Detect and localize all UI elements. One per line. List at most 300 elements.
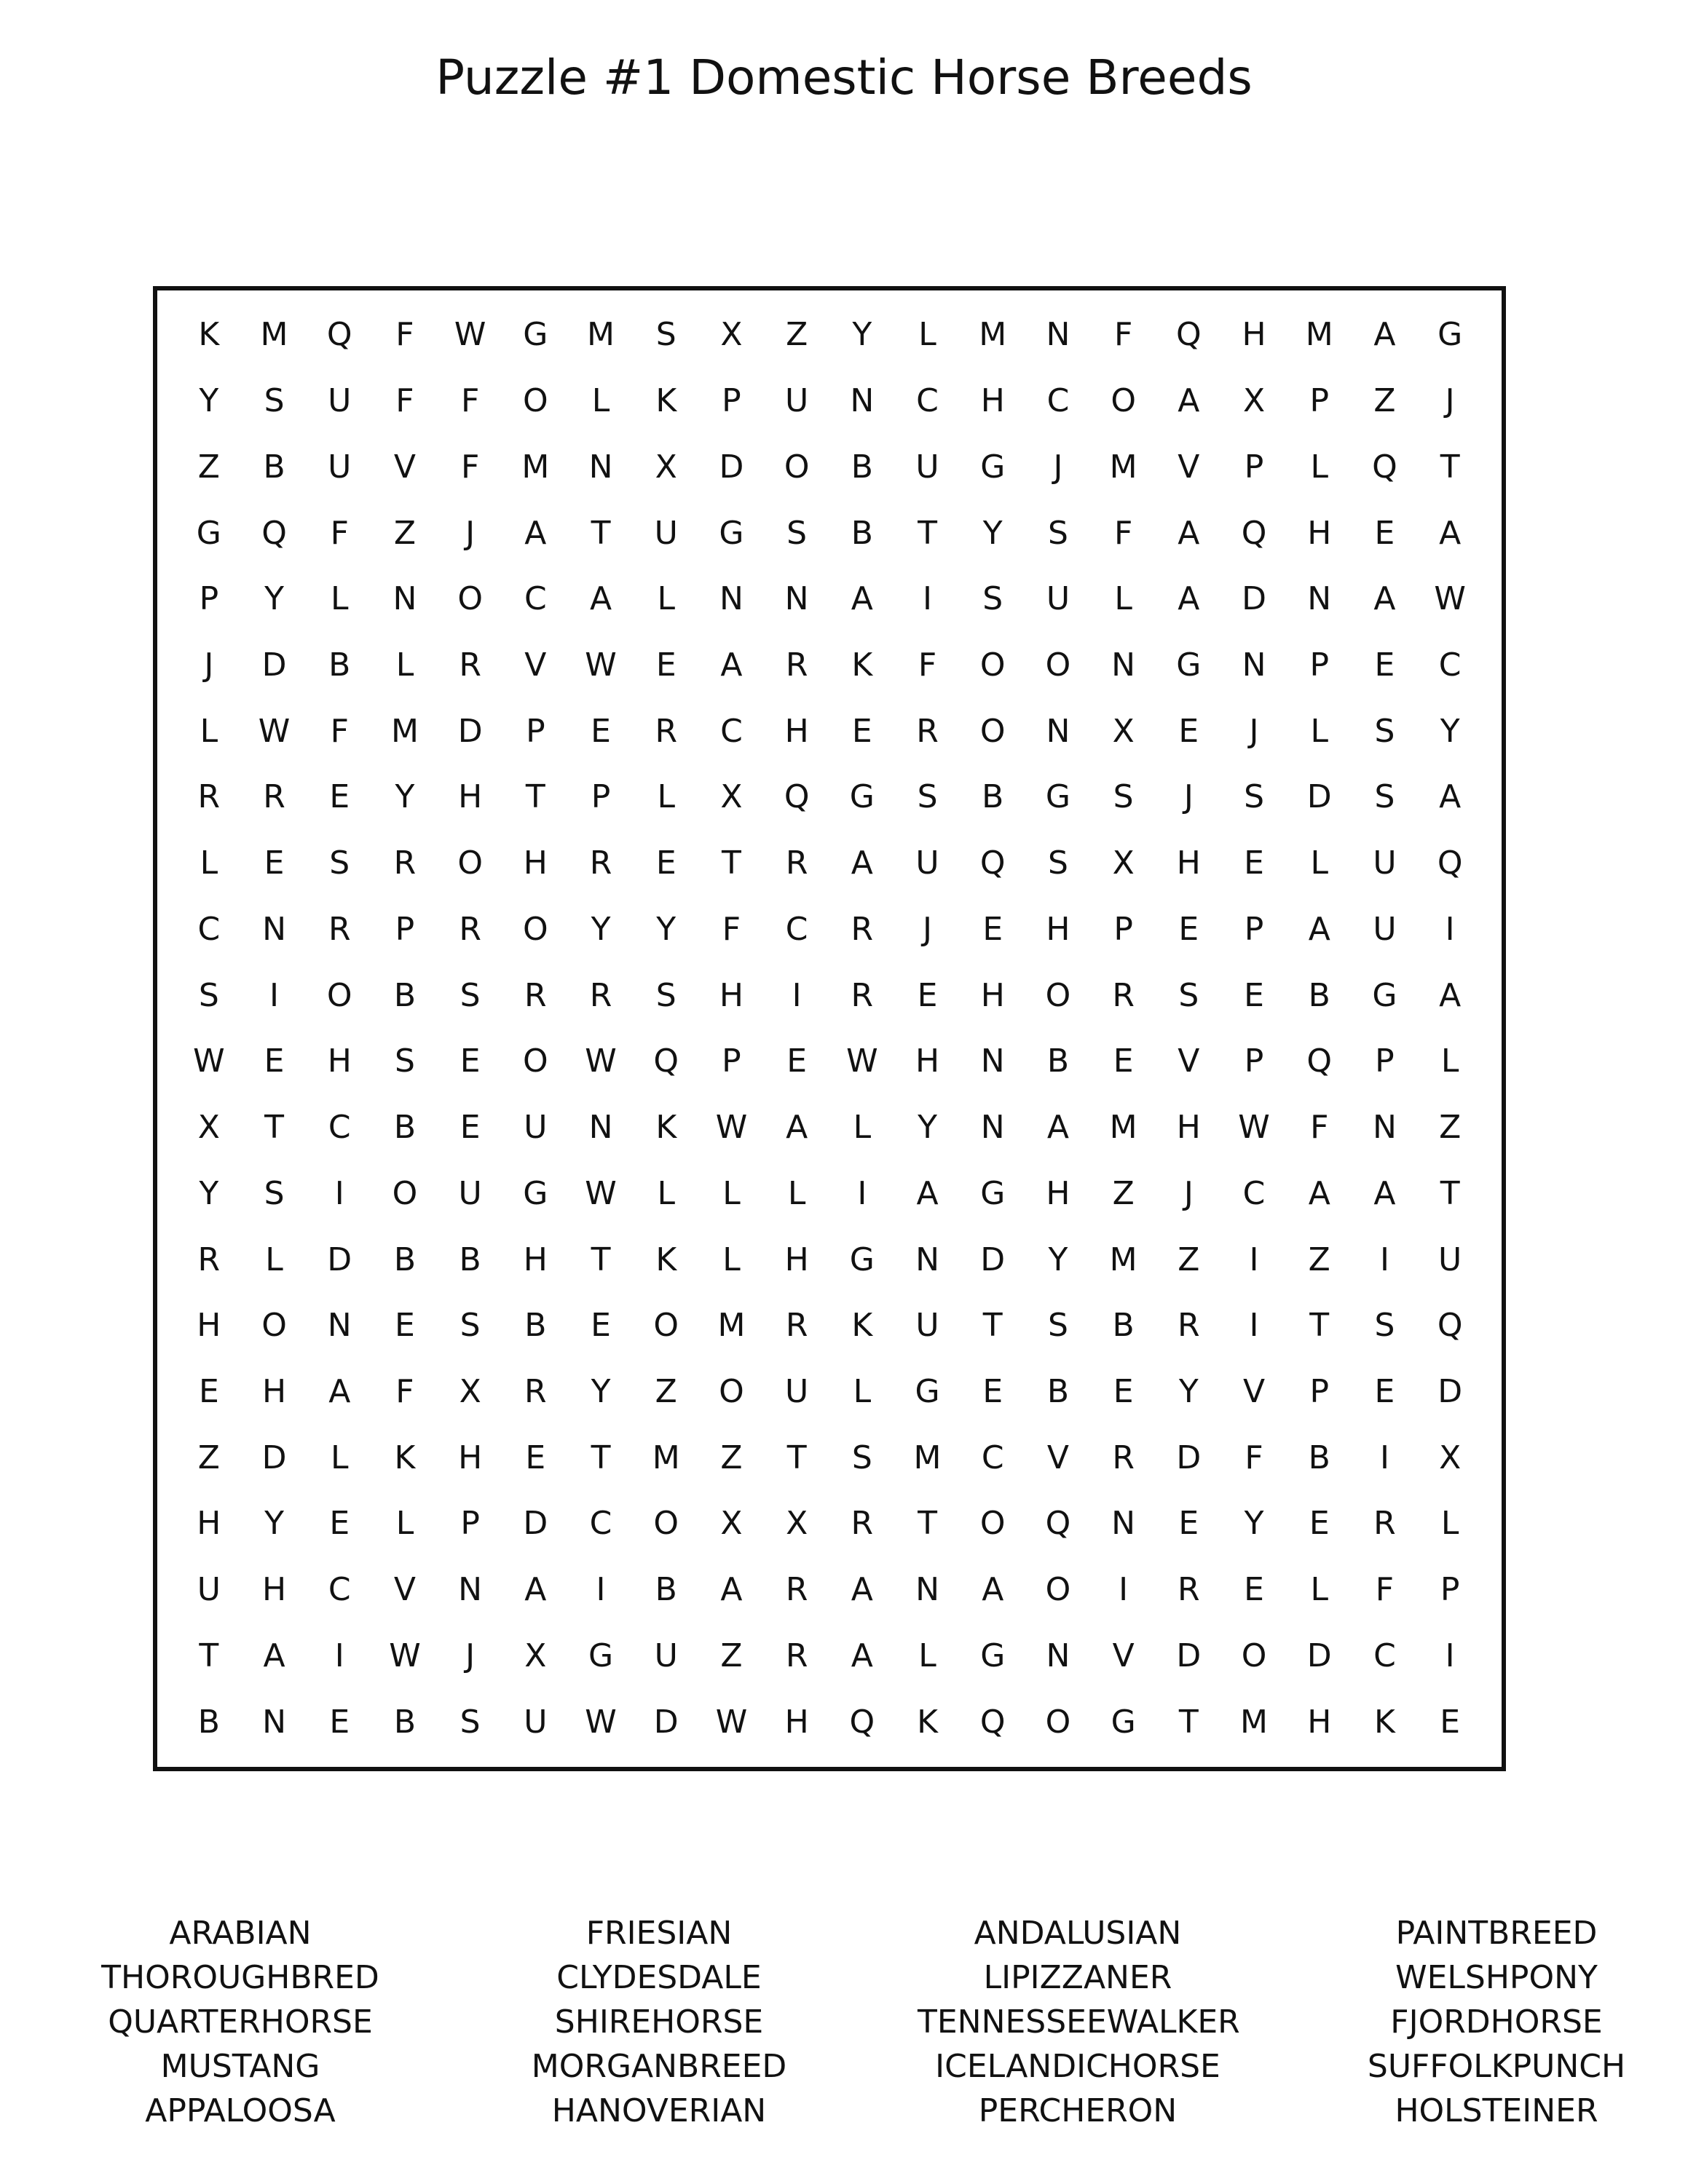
grid-cell[interactable]: L xyxy=(330,1439,349,1476)
grid-cell[interactable]: W xyxy=(585,1703,617,1741)
grid-cell[interactable]: E xyxy=(525,1439,546,1476)
grid-cell[interactable]: D xyxy=(1242,580,1266,618)
grid-cell[interactable]: W xyxy=(715,1703,748,1741)
grid-cell[interactable]: E xyxy=(655,646,677,684)
grid-cell[interactable]: L xyxy=(853,1372,872,1410)
grid-cell[interactable]: E xyxy=(1374,646,1395,684)
grid-cell[interactable]: K xyxy=(655,1241,677,1278)
grid-cell[interactable]: N xyxy=(262,910,286,948)
grid-cell[interactable]: G xyxy=(196,514,221,552)
grid-cell[interactable]: O xyxy=(523,910,548,948)
grid-cell[interactable]: P xyxy=(1440,1571,1460,1609)
grid-cell[interactable]: R xyxy=(1373,1505,1396,1543)
grid-cell[interactable]: T xyxy=(591,1241,611,1278)
grid-cell[interactable]: X xyxy=(1439,1439,1462,1476)
grid-cell[interactable]: I xyxy=(923,580,933,618)
grid-cell[interactable]: O xyxy=(457,844,483,882)
grid-cell[interactable]: F xyxy=(1245,1439,1263,1476)
grid-cell[interactable]: R xyxy=(785,844,808,882)
grid-cell[interactable]: O xyxy=(457,580,483,618)
grid-cell[interactable]: N xyxy=(719,580,744,618)
grid-cell[interactable]: I xyxy=(1445,910,1455,948)
grid-cell[interactable]: L xyxy=(657,1174,675,1212)
grid-cell[interactable]: J xyxy=(1183,1174,1194,1212)
grid-cell[interactable]: E xyxy=(264,1042,285,1080)
grid-cell[interactable]: Y xyxy=(982,514,1003,552)
grid-cell[interactable]: O xyxy=(719,1372,744,1410)
grid-cell[interactable]: R xyxy=(197,778,221,816)
grid-cell[interactable]: H xyxy=(1242,316,1266,354)
grid-cell[interactable]: V xyxy=(1112,1637,1135,1674)
grid-cell[interactable]: B xyxy=(655,1571,677,1609)
grid-cell[interactable]: K xyxy=(851,646,873,684)
grid-cell[interactable]: M xyxy=(1240,1703,1269,1741)
grid-cell[interactable]: H xyxy=(1046,1174,1070,1212)
grid-cell[interactable]: T xyxy=(1440,448,1460,486)
grid-cell[interactable]: Q xyxy=(326,316,352,354)
grid-cell[interactable]: S xyxy=(460,976,481,1014)
grid-cell[interactable]: J xyxy=(1249,712,1259,750)
grid-cell[interactable]: M xyxy=(1109,1109,1137,1147)
grid-cell[interactable]: P xyxy=(1309,382,1330,420)
grid-cell[interactable]: H xyxy=(784,1703,809,1741)
grid-cell[interactable]: G xyxy=(980,1174,1006,1212)
grid-cell[interactable]: M xyxy=(717,1307,746,1345)
grid-cell[interactable]: N xyxy=(1046,712,1070,750)
grid-cell[interactable]: V xyxy=(1178,448,1200,486)
grid-cell[interactable]: S xyxy=(1047,1307,1068,1345)
grid-cell[interactable]: A xyxy=(851,844,873,882)
grid-cell[interactable]: A xyxy=(1178,514,1200,552)
grid-cell[interactable]: Q xyxy=(979,1703,1006,1741)
grid-cell[interactable]: S xyxy=(329,844,350,882)
grid-cell[interactable]: G xyxy=(719,514,744,552)
grid-cell[interactable]: M xyxy=(390,712,419,750)
grid-cell[interactable]: Y xyxy=(199,1174,219,1212)
grid-cell[interactable]: G xyxy=(1045,778,1070,816)
grid-cell[interactable]: L xyxy=(657,580,675,618)
grid-cell[interactable]: E xyxy=(1244,976,1264,1014)
grid-cell[interactable]: P xyxy=(526,712,545,750)
grid-cell[interactable]: N xyxy=(1307,580,1332,618)
grid-cell[interactable]: L xyxy=(918,1637,936,1674)
grid-cell[interactable]: P xyxy=(1375,1042,1395,1080)
grid-cell[interactable]: A xyxy=(851,580,873,618)
grid-cell[interactable]: Z xyxy=(1373,382,1396,420)
grid-cell[interactable]: N xyxy=(980,1109,1005,1147)
grid-cell[interactable]: O xyxy=(326,976,352,1014)
grid-cell[interactable]: B xyxy=(982,778,1004,816)
grid-cell[interactable]: C xyxy=(1373,1637,1396,1674)
grid-cell[interactable]: Z xyxy=(393,514,417,552)
grid-cell[interactable]: L xyxy=(787,1174,806,1212)
grid-cell[interactable]: N xyxy=(262,1703,286,1741)
grid-cell[interactable]: B xyxy=(1046,1372,1070,1410)
grid-cell[interactable]: V xyxy=(1242,1372,1266,1410)
grid-cell[interactable]: S xyxy=(851,1439,872,1476)
grid-cell[interactable]: C xyxy=(589,1505,612,1543)
grid-cell[interactable]: A xyxy=(1308,910,1330,948)
grid-cell[interactable]: N xyxy=(458,1571,483,1609)
grid-cell[interactable]: E xyxy=(655,844,677,882)
grid-cell[interactable]: N xyxy=(1046,316,1070,354)
grid-cell[interactable]: P xyxy=(1309,646,1330,684)
grid-cell[interactable]: N xyxy=(1242,646,1266,684)
grid-cell[interactable]: R xyxy=(851,910,874,948)
grid-cell[interactable]: K xyxy=(1374,1703,1395,1741)
grid-cell[interactable]: O xyxy=(1045,1703,1071,1741)
grid-cell[interactable]: A xyxy=(916,1174,939,1212)
grid-cell[interactable]: Z xyxy=(197,1439,220,1476)
grid-cell[interactable]: Q xyxy=(1045,1505,1071,1543)
grid-cell[interactable]: K xyxy=(917,1703,938,1741)
grid-cell[interactable]: H xyxy=(1176,1109,1201,1147)
grid-cell[interactable]: U xyxy=(915,448,939,486)
grid-cell[interactable]: F xyxy=(330,514,349,552)
grid-cell[interactable]: A xyxy=(328,1372,351,1410)
grid-cell[interactable]: G xyxy=(849,1241,875,1278)
grid-cell[interactable]: O xyxy=(979,1505,1006,1543)
grid-cell[interactable]: T xyxy=(199,1637,219,1674)
grid-cell[interactable]: E xyxy=(395,1307,415,1345)
grid-cell[interactable]: G xyxy=(849,778,875,816)
grid-cell[interactable]: H xyxy=(261,1372,287,1410)
grid-cell[interactable]: D xyxy=(327,1241,352,1278)
grid-cell[interactable]: S xyxy=(264,382,285,420)
grid-cell[interactable]: Q xyxy=(261,514,287,552)
grid-cell[interactable]: E xyxy=(460,1042,481,1080)
grid-cell[interactable]: L xyxy=(1310,448,1328,486)
grid-cell[interactable]: A xyxy=(263,1637,285,1674)
grid-cell[interactable]: H xyxy=(980,382,1005,420)
grid-cell[interactable]: R xyxy=(655,712,678,750)
grid-cell[interactable]: S xyxy=(1244,778,1264,816)
grid-cell[interactable]: S xyxy=(198,976,219,1014)
grid-cell[interactable]: E xyxy=(460,1109,481,1147)
grid-cell[interactable]: P xyxy=(722,1042,741,1080)
grid-cell[interactable]: B xyxy=(393,1703,417,1741)
grid-cell[interactable]: V xyxy=(1046,1439,1069,1476)
grid-cell[interactable]: A xyxy=(982,1571,1004,1609)
grid-cell[interactable]: S xyxy=(1047,844,1068,882)
grid-cell[interactable]: L xyxy=(395,1505,414,1543)
grid-cell[interactable]: U xyxy=(1438,1241,1462,1278)
grid-cell[interactable]: Z xyxy=(1308,1241,1330,1278)
grid-cell[interactable]: O xyxy=(1241,1637,1267,1674)
grid-cell[interactable]: Y xyxy=(1244,1505,1264,1543)
grid-cell[interactable]: E xyxy=(1374,514,1395,552)
grid-cell[interactable]: M xyxy=(1109,1241,1137,1278)
grid-cell[interactable]: T xyxy=(786,1439,807,1476)
grid-cell[interactable]: K xyxy=(655,382,677,420)
grid-cell[interactable]: A xyxy=(589,580,612,618)
grid-cell[interactable]: F xyxy=(1113,514,1133,552)
grid-cell[interactable]: A xyxy=(1373,316,1396,354)
grid-cell[interactable]: P xyxy=(1244,448,1264,486)
grid-cell[interactable]: E xyxy=(786,1042,808,1080)
grid-cell[interactable]: R xyxy=(459,910,481,948)
grid-cell[interactable]: D xyxy=(523,1505,548,1543)
grid-cell[interactable]: K xyxy=(394,1439,416,1476)
grid-cell[interactable]: F xyxy=(1113,316,1133,354)
grid-cell[interactable]: X xyxy=(1112,844,1135,882)
grid-cell[interactable]: S xyxy=(1374,1307,1395,1345)
grid-cell[interactable]: U xyxy=(1373,910,1397,948)
grid-cell[interactable]: L xyxy=(1440,1505,1459,1543)
grid-cell[interactable]: N xyxy=(1046,1637,1070,1674)
grid-cell[interactable]: L xyxy=(918,316,936,354)
grid-cell[interactable]: R xyxy=(785,1637,808,1674)
grid-cell[interactable]: B xyxy=(328,646,351,684)
grid-cell[interactable]: R xyxy=(328,910,351,948)
grid-cell[interactable]: B xyxy=(197,1703,220,1741)
grid-cell[interactable]: Y xyxy=(918,1109,937,1147)
grid-cell[interactable]: E xyxy=(851,712,872,750)
grid-cell[interactable]: L xyxy=(657,778,675,816)
grid-cell[interactable]: G xyxy=(523,316,548,354)
grid-cell[interactable]: H xyxy=(784,712,809,750)
grid-cell[interactable]: B xyxy=(393,1241,417,1278)
grid-cell[interactable]: S xyxy=(460,1307,481,1345)
grid-cell[interactable]: Q xyxy=(1241,514,1267,552)
grid-cell[interactable]: I xyxy=(269,976,280,1014)
grid-cell[interactable]: I xyxy=(334,1174,344,1212)
grid-cell[interactable]: L xyxy=(722,1174,741,1212)
grid-cell[interactable]: W xyxy=(715,1109,748,1147)
grid-cell[interactable]: Y xyxy=(395,778,415,816)
grid-cell[interactable]: P xyxy=(722,382,741,420)
grid-cell[interactable]: B xyxy=(393,1109,417,1147)
grid-cell[interactable]: R xyxy=(851,1505,874,1543)
grid-cell[interactable]: N xyxy=(980,1042,1005,1080)
grid-cell[interactable]: R xyxy=(589,844,612,882)
grid-cell[interactable]: E xyxy=(1374,1372,1395,1410)
grid-cell[interactable]: H xyxy=(719,976,744,1014)
grid-cell[interactable]: S xyxy=(1374,778,1395,816)
grid-cell[interactable]: Q xyxy=(1372,448,1397,486)
grid-cell[interactable]: H xyxy=(197,1307,221,1345)
grid-cell[interactable]: J xyxy=(1183,778,1194,816)
grid-cell[interactable]: L xyxy=(200,844,218,882)
grid-cell[interactable]: L xyxy=(1114,580,1132,618)
grid-cell[interactable]: H xyxy=(458,1439,483,1476)
grid-cell[interactable]: H xyxy=(1307,514,1332,552)
grid-cell[interactable]: R xyxy=(1112,1439,1135,1476)
grid-cell[interactable]: W xyxy=(585,1042,617,1080)
grid-cell[interactable]: U xyxy=(915,1307,939,1345)
grid-cell[interactable]: Y xyxy=(264,580,284,618)
grid-cell[interactable]: A xyxy=(1178,382,1200,420)
grid-cell[interactable]: B xyxy=(1046,1042,1070,1080)
grid-cell[interactable]: A xyxy=(1439,778,1462,816)
grid-cell[interactable]: Q xyxy=(1176,316,1202,354)
grid-cell[interactable]: P xyxy=(1244,1042,1264,1080)
grid-cell[interactable]: P xyxy=(1113,910,1133,948)
grid-cell[interactable]: H xyxy=(980,976,1005,1014)
grid-cell[interactable]: J xyxy=(1053,448,1063,486)
grid-cell[interactable]: T xyxy=(722,844,741,882)
grid-cell[interactable]: B xyxy=(459,1241,481,1278)
grid-cell[interactable]: R xyxy=(459,646,481,684)
grid-cell[interactable]: D xyxy=(653,1703,679,1741)
grid-cell[interactable]: R xyxy=(1178,1307,1200,1345)
grid-cell[interactable]: W xyxy=(454,316,486,354)
grid-cell[interactable]: O xyxy=(1045,976,1071,1014)
grid-cell[interactable]: S xyxy=(1113,778,1134,816)
grid-cell[interactable]: U xyxy=(328,382,352,420)
grid-cell[interactable]: O xyxy=(1045,646,1071,684)
grid-cell[interactable]: I xyxy=(1249,1307,1259,1345)
grid-cell[interactable]: U xyxy=(524,1109,548,1147)
grid-cell[interactable]: H xyxy=(458,778,483,816)
grid-cell[interactable]: A xyxy=(1178,580,1200,618)
grid-cell[interactable]: R xyxy=(524,1372,547,1410)
grid-cell[interactable]: R xyxy=(197,1241,221,1278)
grid-cell[interactable]: B xyxy=(851,514,873,552)
grid-cell[interactable]: J xyxy=(923,910,933,948)
grid-cell[interactable]: F xyxy=(330,712,349,750)
grid-cell[interactable]: T xyxy=(525,778,545,816)
grid-cell[interactable]: J xyxy=(1445,382,1455,420)
grid-cell[interactable]: X xyxy=(720,316,743,354)
grid-cell[interactable]: N xyxy=(1372,1109,1397,1147)
grid-cell[interactable]: E xyxy=(329,1505,350,1543)
grid-cell[interactable]: M xyxy=(587,316,615,354)
grid-cell[interactable]: N xyxy=(850,382,875,420)
grid-cell[interactable]: Z xyxy=(786,316,808,354)
grid-cell[interactable]: L xyxy=(591,382,610,420)
grid-cell[interactable]: A xyxy=(524,1571,547,1609)
grid-cell[interactable]: F xyxy=(395,316,414,354)
grid-cell[interactable]: D xyxy=(261,646,287,684)
grid-cell[interactable]: I xyxy=(1249,1241,1259,1278)
grid-cell[interactable]: L xyxy=(1310,844,1328,882)
grid-cell[interactable]: X xyxy=(524,1637,547,1674)
grid-cell[interactable]: I xyxy=(334,1637,344,1674)
grid-cell[interactable]: O xyxy=(1111,382,1136,420)
grid-cell[interactable]: L xyxy=(1440,1042,1459,1080)
grid-cell[interactable]: Q xyxy=(1306,1042,1333,1080)
grid-cell[interactable]: M xyxy=(1109,448,1137,486)
grid-cell[interactable]: R xyxy=(785,1307,808,1345)
grid-cell[interactable]: D xyxy=(1306,1637,1332,1674)
grid-cell[interactable]: Z xyxy=(720,1439,743,1476)
grid-cell[interactable]: P xyxy=(395,910,415,948)
grid-cell[interactable]: F xyxy=(460,382,480,420)
grid-cell[interactable]: T xyxy=(591,1439,611,1476)
grid-cell[interactable]: O xyxy=(653,1307,679,1345)
grid-cell[interactable]: V xyxy=(524,646,547,684)
grid-cell[interactable]: N xyxy=(327,1307,352,1345)
grid-cell[interactable]: X xyxy=(786,1505,808,1543)
grid-cell[interactable]: E xyxy=(198,1372,219,1410)
grid-cell[interactable]: W xyxy=(193,1042,225,1080)
grid-cell[interactable]: D xyxy=(980,1241,1006,1278)
grid-cell[interactable]: O xyxy=(979,712,1006,750)
grid-cell[interactable]: G xyxy=(915,1372,940,1410)
grid-cell[interactable]: E xyxy=(591,712,611,750)
grid-cell[interactable]: B xyxy=(524,1307,547,1345)
grid-cell[interactable]: Y xyxy=(264,1505,284,1543)
grid-cell[interactable]: Y xyxy=(591,910,611,948)
grid-cell[interactable]: Q xyxy=(1437,844,1463,882)
grid-cell[interactable]: I xyxy=(1379,1439,1389,1476)
grid-cell[interactable]: X xyxy=(655,448,677,486)
grid-cell[interactable]: D xyxy=(1176,1439,1202,1476)
grid-cell[interactable]: A xyxy=(1439,976,1462,1014)
grid-cell[interactable]: H xyxy=(197,1505,221,1543)
grid-cell[interactable]: U xyxy=(458,1174,482,1212)
grid-cell[interactable]: Z xyxy=(197,448,220,486)
grid-cell[interactable]: R xyxy=(916,712,939,750)
grid-cell[interactable]: S xyxy=(917,778,938,816)
grid-cell[interactable]: L xyxy=(200,712,218,750)
grid-cell[interactable]: H xyxy=(523,1241,548,1278)
grid-cell[interactable]: K xyxy=(851,1307,873,1345)
grid-cell[interactable]: B xyxy=(851,448,873,486)
grid-cell[interactable]: J xyxy=(465,514,476,552)
grid-cell[interactable]: I xyxy=(1445,1637,1455,1674)
grid-cell[interactable]: T xyxy=(918,1505,937,1543)
grid-cell[interactable]: S xyxy=(264,1174,285,1212)
grid-cell[interactable]: S xyxy=(1047,514,1068,552)
grid-cell[interactable]: U xyxy=(785,1372,809,1410)
grid-cell[interactable]: N xyxy=(915,1571,939,1609)
grid-cell[interactable]: Y xyxy=(591,1372,611,1410)
grid-cell[interactable]: W xyxy=(389,1637,421,1674)
grid-cell[interactable]: L xyxy=(853,1109,872,1147)
grid-cell[interactable]: N xyxy=(1111,646,1136,684)
grid-cell[interactable]: I xyxy=(596,1571,606,1609)
grid-cell[interactable]: Z xyxy=(1439,1109,1462,1147)
grid-cell[interactable]: N xyxy=(588,448,613,486)
grid-cell[interactable]: Y xyxy=(852,316,872,354)
grid-cell[interactable]: W xyxy=(585,1174,617,1212)
grid-cell[interactable]: I xyxy=(1379,1241,1389,1278)
grid-cell[interactable]: F xyxy=(395,1372,414,1410)
grid-cell[interactable]: G xyxy=(980,1637,1006,1674)
grid-cell[interactable]: W xyxy=(1238,1109,1270,1147)
grid-cell[interactable]: F xyxy=(918,646,937,684)
grid-cell[interactable]: O xyxy=(784,448,810,486)
grid-cell[interactable]: R xyxy=(393,844,417,882)
grid-cell[interactable]: U xyxy=(328,448,352,486)
grid-cell[interactable]: E xyxy=(1440,1703,1461,1741)
grid-cell[interactable]: C xyxy=(1242,1174,1266,1212)
grid-cell[interactable]: E xyxy=(1178,1505,1199,1543)
grid-cell[interactable]: S xyxy=(460,1703,481,1741)
grid-cell[interactable]: G xyxy=(523,1174,548,1212)
grid-cell[interactable]: B xyxy=(1308,1439,1330,1476)
grid-cell[interactable]: I xyxy=(792,976,802,1014)
grid-cell[interactable]: C xyxy=(1438,646,1462,684)
grid-cell[interactable]: C xyxy=(916,382,939,420)
grid-cell[interactable]: N xyxy=(784,580,809,618)
grid-cell[interactable]: F xyxy=(395,382,414,420)
grid-cell[interactable]: R xyxy=(785,1571,808,1609)
grid-cell[interactable]: D xyxy=(1176,1637,1202,1674)
grid-cell[interactable]: M xyxy=(652,1439,680,1476)
grid-cell[interactable]: D xyxy=(457,712,483,750)
grid-cell[interactable]: U xyxy=(654,1637,678,1674)
grid-cell[interactable]: W xyxy=(258,712,291,750)
grid-cell[interactable]: G xyxy=(588,1637,614,1674)
grid-cell[interactable]: Y xyxy=(1440,712,1460,750)
grid-cell[interactable]: P xyxy=(1309,1372,1330,1410)
grid-cell[interactable]: G xyxy=(980,448,1006,486)
grid-cell[interactable]: S xyxy=(1178,976,1199,1014)
grid-cell[interactable]: O xyxy=(392,1174,418,1212)
